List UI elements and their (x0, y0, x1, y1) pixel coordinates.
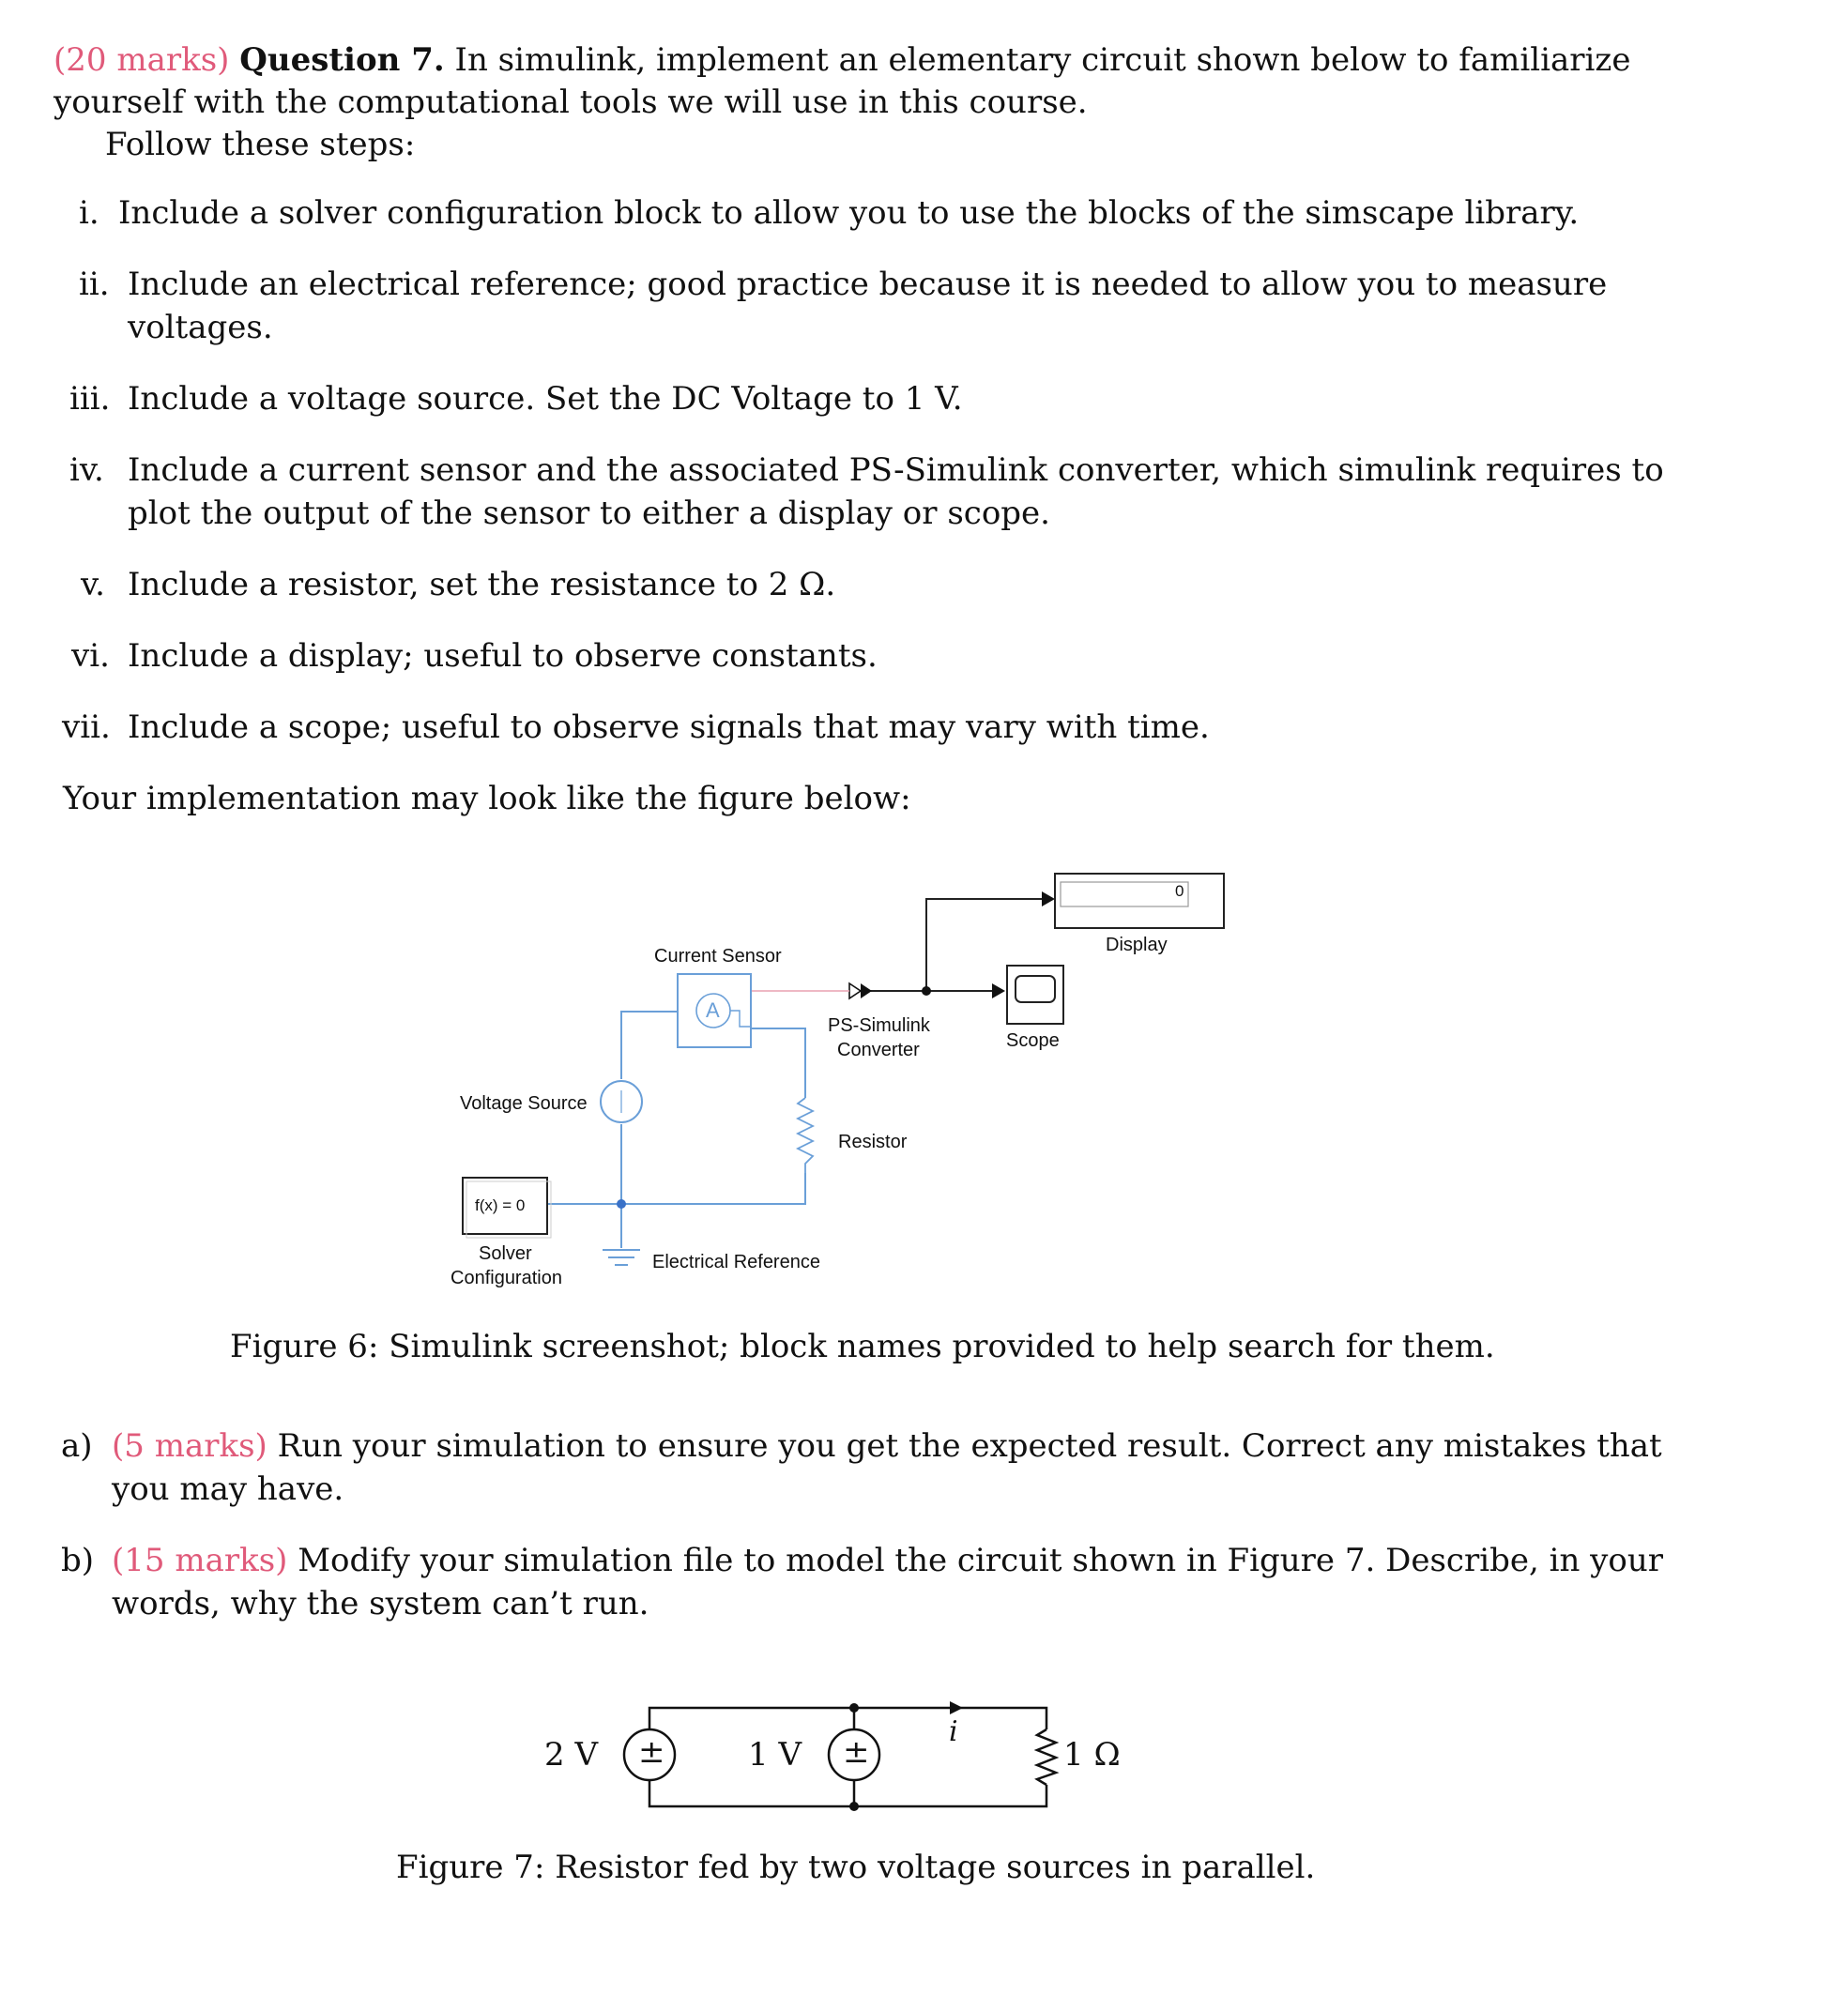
solver-label-2: Configuration (451, 1268, 562, 1288)
step-ii-text: Include an electrical reference; good practice because it is needed to allow you to measure (128, 266, 1608, 303)
ammeter-symbol: A (706, 998, 720, 1022)
current-arrow (950, 1701, 963, 1714)
question-marks: (20 marks) (53, 41, 230, 79)
figure7-caption: Figure 7: Resistor fed by two voltage sources in parallel. (396, 1849, 1316, 1886)
step-vi-text: Include a display; useful to observe constants. (128, 637, 878, 675)
figure6-caption: Figure 6: Simulink screenshot; block names provided to help search for them. (230, 1328, 1495, 1365)
step-iii-text: Include a voltage source. Set the DC Voltage to 1 V. (128, 380, 963, 418)
display-value: 0 (1175, 882, 1184, 900)
step-vi-num: vi. (71, 637, 110, 675)
step-iv-text: Include a current sensor and the associated PS-Simulink converter, which simulink requires to (128, 451, 1664, 489)
node-top (849, 1703, 859, 1713)
step-iii-num: iii. (69, 380, 111, 418)
step-i-text: Include a solver configuration block to allow you to use the blocks of the simscape library. (118, 194, 1580, 232)
step-iv-text2: plot the output of the sensor to either a display or scope. (128, 495, 1050, 532)
question-line2: yourself with the computational tools we will use in this course. (53, 84, 1088, 121)
resistance-label: 1 Ω (1063, 1736, 1121, 1774)
step-i-num: i. (79, 194, 99, 232)
step-ii-text2: voltages. (128, 309, 273, 346)
solver-label-1: Solver (479, 1243, 532, 1264)
step-vii-text: Include a scope; useful to observe signals that may vary with time. (128, 708, 1210, 746)
bottom-wire (649, 1779, 1046, 1806)
top-wire (649, 1708, 1046, 1729)
part-b-letter: b) (61, 1542, 95, 1579)
display-label: Display (1106, 935, 1168, 955)
scope-label: Scope (1006, 1030, 1060, 1051)
part-a-text: Run your simulation to ensure you get the expected result. Correct any mistakes that (277, 1427, 1662, 1465)
step-ii-num: ii. (79, 266, 110, 303)
resistor-label: Resistor (838, 1132, 908, 1152)
ps-converter-label-1: PS-Simulink (828, 1015, 930, 1036)
resistor-zigzag (1037, 1729, 1056, 1785)
source-1v-sign: ± (843, 1733, 870, 1771)
solver-text: f(x) = 0 (475, 1196, 526, 1214)
step-v-num: v. (81, 566, 105, 603)
follow-steps: Follow these steps: (105, 126, 416, 163)
current-label: i (949, 1715, 958, 1748)
part-a-letter: a) (61, 1427, 93, 1465)
part-b-marks: (15 marks) (112, 1542, 288, 1579)
part-b-text: Modify your simulation file to model the circuit shown in Figure 7. Describe, in your (298, 1542, 1664, 1579)
ps-converter-label-2: Converter (837, 1040, 920, 1060)
electrical-reference-label: Electrical Reference (652, 1252, 820, 1272)
step-v-text: Include a resistor, set the resistance to 2 Ω. (128, 566, 836, 603)
node-bottom (849, 1802, 859, 1811)
question-title: Question 7. (239, 41, 445, 79)
part-b-text2: words, why the system can’t run. (112, 1585, 649, 1622)
current-sensor-label: Current Sensor (654, 946, 782, 967)
source-1v-label: 1 V (748, 1736, 802, 1774)
source-2v-label: 2 V (544, 1736, 598, 1774)
part-a-marks: (5 marks) (112, 1427, 267, 1465)
step-vii-num: vii. (62, 708, 111, 746)
question-line1: In simulink, implement an elementary circuit shown below to familiarize (454, 41, 1631, 79)
part-a-text2: you may have. (112, 1470, 344, 1508)
voltage-source-label: Voltage Source (460, 1093, 588, 1114)
figure-intro: Your implementation may look like the figure below: (63, 780, 911, 817)
source-2v-sign: ± (638, 1733, 665, 1771)
step-iv-num: iv. (69, 451, 104, 489)
